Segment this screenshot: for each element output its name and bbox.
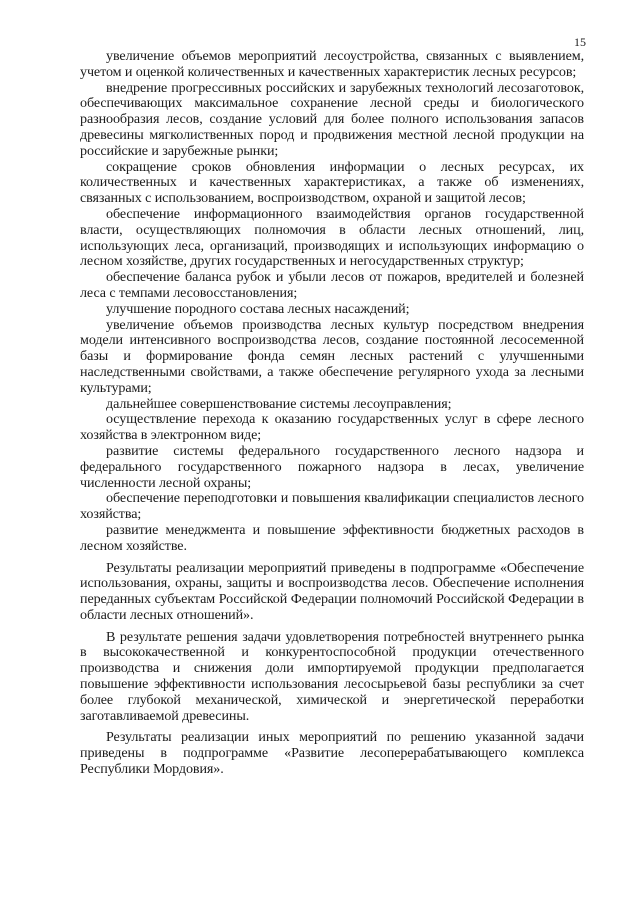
paragraph-forest-supervision: развитие системы федерального государственного лесного надзора и федерального государственного пожарного надзора в лесах, увеличение численности лесной охраны; bbox=[80, 442, 584, 491]
paragraph-forest-management: дальнейшее совершенствование системы лесоуправления; bbox=[106, 395, 452, 412]
paragraph-other-measures: Результаты реализации иных мероприятий по решению указанной задачи приведены в подпрограмме «Развитие лесоперерабатывающего комплекса Республики Мордовия». bbox=[80, 729, 584, 778]
paragraph-logging-technologies: внедрение прогрессивных российских и зарубежных технологий лесозаготовок, обеспечивающих максимальное сохранение лесной среды и биологического разнообразия лесов, создание условий для более полного использования запасов древесины мягколиственных пород и продвижения местной лесной продукции на российские и зарубежные рынки; bbox=[80, 79, 584, 159]
paragraph-felling-balance: обеспечение баланса рубок и убыли лесов от пожаров, вредителей и болезней леса с темпами лесовосстановления; bbox=[80, 269, 584, 301]
paragraph-forest-inventory: увеличение объемов мероприятий лесоустройства, связанных с выявлением, учетом и оценкой количественных и качественных характеристик лесных ресурсов; bbox=[80, 48, 584, 80]
paragraph-forest-cultures: увеличение объемов производства лесных культур посредством внедрения модели интенсивного воспроизводства лесов, создание постоянной лесосеменной базы и формирование фонда семян лесных растений с улучшенными наследственными свойствами, а также обеспечение регулярного ухода за лесными культурами; bbox=[80, 316, 584, 396]
paragraph-subprogram-results: Результаты реализации мероприятий приведены в подпрограмме «Обеспечение использования, охраны, защиты и воспроизводства лесов. Обеспечение исполнения переданных субъектам Российской Федерации полномочий Российской Федерации в области лесных отношений». bbox=[80, 559, 584, 623]
page-number: 15 bbox=[574, 35, 586, 49]
paragraph-budget-efficiency: развитие менеджмента и повышение эффективности бюджетных расходов в лесном хозяйстве. bbox=[80, 521, 584, 554]
paragraph-information-update: сокращение сроков обновления информации о лесных ресурсах, их количественных и качественных характеристиках, а также об изменениях, связанных с использованием, воспроизводством, охраной и защитой лесов; bbox=[80, 158, 584, 207]
document-body bbox=[80, 49, 584, 778]
paragraph-electronic-services: осуществление перехода к оказанию государственных услуг в сфере лесного хозяйства в электронном виде; bbox=[80, 411, 584, 444]
paragraph-domestic-market: В результате решения задачи удовлетворения потребностей внутреннего рынка в высококачественной и конкурентоспособной продукции отечественного производства и снижения доли импортируемой продукции предполагается повышение эффективности использования лесосырьевой базы республики за счет более глубокой механической, химической и энергетической переработки заготавливаемой древесины. bbox=[80, 628, 584, 724]
paragraph-specialist-training: обеспечение переподготовки и повышения квалификации специалистов лесного хозяйства; bbox=[80, 490, 584, 523]
paragraph-species-composition: улучшение породного состава лесных насаждений; bbox=[106, 300, 410, 317]
paragraph-information-interaction: обеспечение информационного взаимодействия органов государственной власти, осуществляющих полномочия в области лесных отношений, лиц, использующих леса, организаций, производящих и использующих информацию о лесном хозяйстве, других государственных и негосударственных структур; bbox=[80, 205, 584, 270]
